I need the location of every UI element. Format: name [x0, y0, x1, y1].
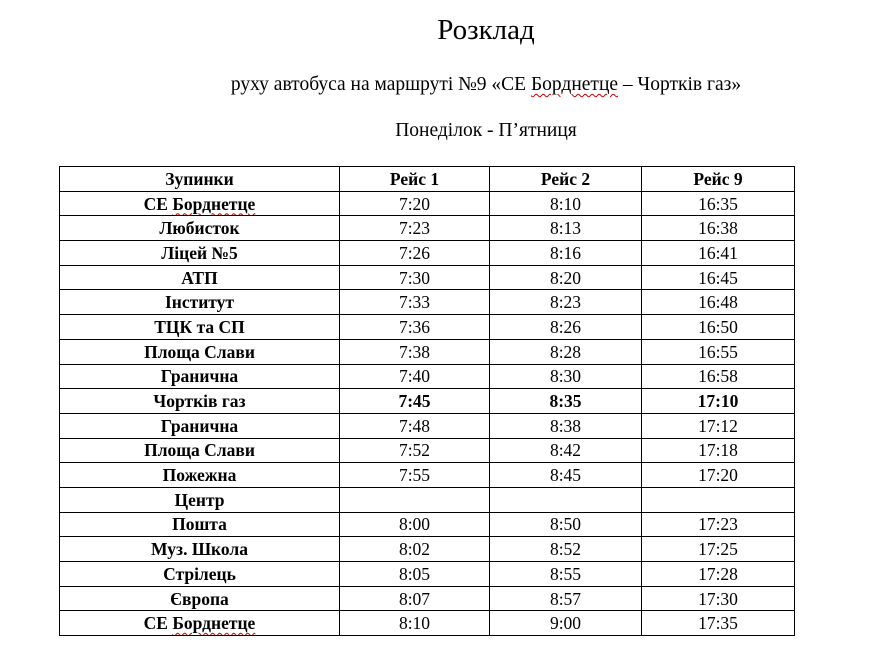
departure-time-trip-9: 17:28: [642, 562, 795, 587]
departure-time-trip-9: 17:18: [642, 438, 795, 463]
stop-name: Площа Слави: [60, 339, 340, 364]
stop-name: Гранична: [60, 364, 340, 389]
departure-time-trip-9: 16:41: [642, 241, 795, 266]
route-subtitle-prefix: руху автобуса на маршруті №9 «СЕ: [230, 74, 531, 95]
departure-time-trip-1: [340, 487, 490, 512]
operating-days: Понеділок - П’ятниця: [395, 120, 577, 141]
stop-name: Стрілець: [60, 562, 340, 587]
departure-time-trip-1: 8:10: [340, 611, 490, 636]
departure-time-trip-1: 7:52: [340, 438, 490, 463]
stop-name-prefix: СЕ: [143, 613, 173, 634]
departure-time-trip-1: 8:02: [340, 537, 490, 562]
departure-time-trip-9: 16:35: [642, 191, 795, 216]
table-row: [60, 512, 795, 537]
departure-time-trip-9: 16:38: [642, 216, 795, 241]
schedule-body: [60, 191, 795, 635]
table-row: [60, 537, 795, 562]
stop-name: Чортків газ: [60, 389, 340, 414]
table-row: [60, 315, 795, 340]
departure-time-trip-9: 17:35: [642, 611, 795, 636]
table-row: [60, 438, 795, 463]
departure-time-trip-2: 8:38: [490, 413, 642, 438]
departure-time-trip-2: 8:42: [490, 438, 642, 463]
departure-time-trip-9: 17:25: [642, 537, 795, 562]
stop-name-underlined: Борднетце: [172, 193, 256, 214]
table-row: [60, 290, 795, 315]
header-trip-1: Рейс 1: [340, 167, 490, 192]
departure-time-trip-1: 7:38: [340, 339, 490, 364]
departure-time-trip-1: 7:55: [340, 463, 490, 488]
departure-time-trip-1: 8:05: [340, 562, 490, 587]
stop-name: АТП: [60, 265, 340, 290]
schedule-table: [59, 166, 795, 636]
table-row: [60, 339, 795, 364]
stop-name: ТЦК та СП: [60, 315, 340, 340]
departure-time-trip-1: 8:07: [340, 586, 490, 611]
departure-time-trip-1: 7:45: [340, 389, 490, 414]
table-row: [60, 611, 795, 636]
departure-time-trip-1: 7:26: [340, 241, 490, 266]
departure-time-trip-1: 7:23: [340, 216, 490, 241]
departure-time-trip-2: 8:45: [490, 463, 642, 488]
departure-time-trip-9: 16:48: [642, 290, 795, 315]
table-row: [60, 413, 795, 438]
departure-time-trip-2: 8:52: [490, 537, 642, 562]
table-row: [60, 463, 795, 488]
departure-time-trip-2: 8:35: [490, 389, 642, 414]
table-row: [60, 241, 795, 266]
departure-time-trip-1: 7:20: [340, 191, 490, 216]
departure-time-trip-9: 17:12: [642, 413, 795, 438]
departure-time-trip-2: 8:50: [490, 512, 642, 537]
header-trip-2: Рейс 2: [490, 167, 642, 192]
table-row: [60, 389, 795, 414]
departure-time-trip-9: 16:50: [642, 315, 795, 340]
stop-name: Європа: [60, 586, 340, 611]
departure-time-trip-9: 16:55: [642, 339, 795, 364]
stop-name: Пожежна: [60, 463, 340, 488]
departure-time-trip-9: 17:20: [642, 463, 795, 488]
route-subtitle: [0, 72, 884, 98]
table-row: [60, 586, 795, 611]
departure-time-trip-2: 8:13: [490, 216, 642, 241]
stop-name: Площа Слави: [60, 438, 340, 463]
departure-time-trip-2: 8:16: [490, 241, 642, 266]
departure-time-trip-1: 7:40: [340, 364, 490, 389]
stop-name: Центр: [60, 487, 340, 512]
header-stops: Зупинки: [60, 167, 340, 192]
header-trip-9: Рейс 9: [642, 167, 795, 192]
departure-time-trip-2: 8:23: [490, 290, 642, 315]
table-row: [60, 265, 795, 290]
departure-time-trip-9: [642, 487, 795, 512]
departure-time-trip-2: 8:10: [490, 191, 642, 216]
departure-time-trip-2: 8:55: [490, 562, 642, 587]
route-subtitle-suffix: – Чортків газ»: [618, 74, 742, 95]
stop-name: [60, 191, 340, 216]
stop-name-underlined: Борднетце: [172, 613, 256, 634]
table-row: [60, 216, 795, 241]
departure-time-trip-2: 8:26: [490, 315, 642, 340]
route-subtitle-underlined: Борднетце: [530, 74, 619, 95]
departure-time-trip-1: 7:36: [340, 315, 490, 340]
departure-time-trip-2: 8:30: [490, 364, 642, 389]
table-header-row: [60, 167, 795, 192]
stop-name: Ліцей №5: [60, 241, 340, 266]
stop-name: Муз. Школа: [60, 537, 340, 562]
departure-time-trip-2: 8:28: [490, 339, 642, 364]
document-title: Розклад: [437, 14, 535, 46]
stop-name: Інститут: [60, 290, 340, 315]
table-row: [60, 191, 795, 216]
departure-time-trip-2: 8:57: [490, 586, 642, 611]
departure-time-trip-9: 17:10: [642, 389, 795, 414]
departure-time-trip-1: 7:33: [340, 290, 490, 315]
departure-time-trip-9: 16:58: [642, 364, 795, 389]
departure-time-trip-9: 16:45: [642, 265, 795, 290]
table-row: [60, 562, 795, 587]
stop-name: Гранична: [60, 413, 340, 438]
departure-time-trip-2: 9:00: [490, 611, 642, 636]
departure-time-trip-9: 17:23: [642, 512, 795, 537]
stop-name: Пошта: [60, 512, 340, 537]
stop-name: [60, 611, 340, 636]
departure-time-trip-1: 7:30: [340, 265, 490, 290]
departure-time-trip-2: [490, 487, 642, 512]
table-row: [60, 487, 795, 512]
table-row: [60, 364, 795, 389]
departure-time-trip-1: 8:00: [340, 512, 490, 537]
departure-time-trip-1: 7:48: [340, 413, 490, 438]
stop-name: Любисток: [60, 216, 340, 241]
departure-time-trip-2: 8:20: [490, 265, 642, 290]
departure-time-trip-9: 17:30: [642, 586, 795, 611]
stop-name-prefix: СЕ: [143, 193, 173, 214]
